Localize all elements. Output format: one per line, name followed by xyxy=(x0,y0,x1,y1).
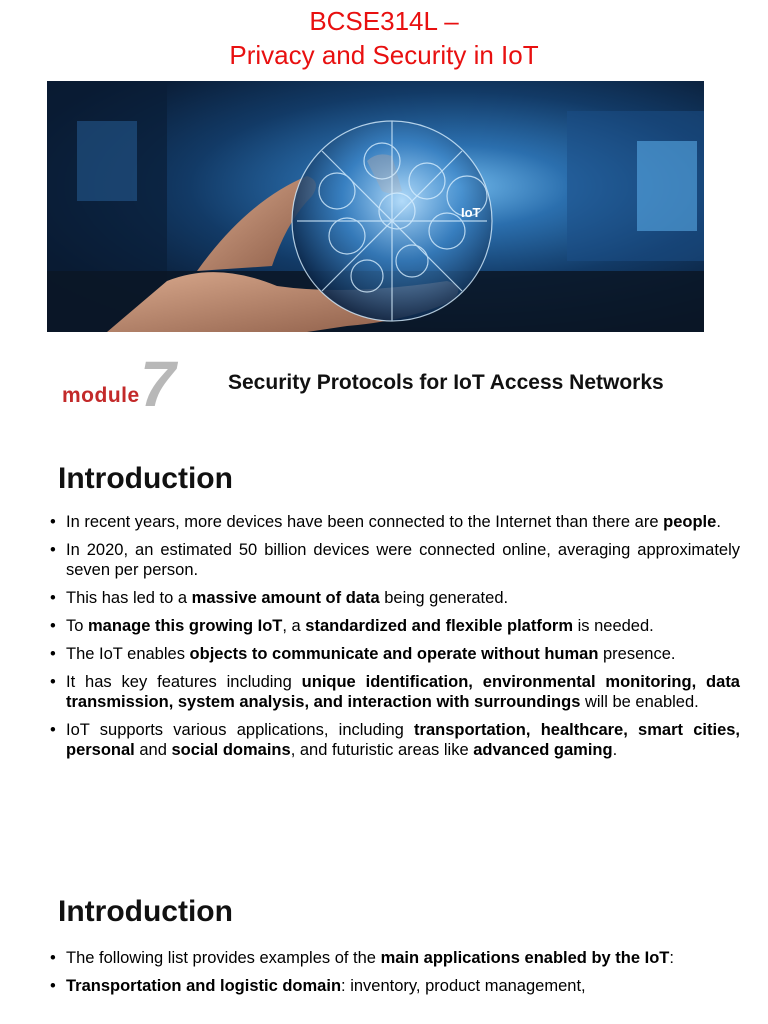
bullet-text: being generated. xyxy=(379,589,509,607)
bullet-text-bold: advanced gaming xyxy=(473,741,613,759)
iot-badge: IoT xyxy=(461,205,481,220)
bullet-item xyxy=(48,616,740,636)
bullet-text-bold: standardized and flexible platform xyxy=(305,617,574,635)
bullet-text: In recent years, more devices have been connected to the Internet than there are xyxy=(66,513,664,531)
bullet-item xyxy=(48,540,740,580)
bullet-text-bold: Transportation and logistic domain xyxy=(66,977,342,995)
hero-image xyxy=(47,81,704,332)
bullet-item xyxy=(48,720,740,760)
bullet-text: : xyxy=(669,949,674,967)
bullet-text-bold: main applications enabled by the IoT xyxy=(380,949,670,967)
bullet-text: . xyxy=(716,513,721,531)
bullet-text-bold: objects to communicate and operate without human xyxy=(189,645,599,663)
bullet-text-bold: unique identification, environmental monitoring, data transmission, system analysis, and interaction with surroundings xyxy=(66,673,740,711)
course-code: BCSE314L – xyxy=(309,6,459,36)
bullet-list-2 xyxy=(48,948,740,1004)
bullet-item xyxy=(48,512,740,532)
bullet-text-bold: people xyxy=(663,513,717,531)
bullet-text-bold: massive amount of data xyxy=(191,589,380,607)
bullet-item xyxy=(48,948,740,968)
bullet-text: , and futuristic areas like xyxy=(290,741,474,759)
bullet-text: is needed. xyxy=(573,617,654,635)
bullet-list-1 xyxy=(48,512,740,768)
bullet-text: presence. xyxy=(598,645,676,663)
bullet-text: , a xyxy=(282,617,306,635)
bullet-text-bold: manage this growing IoT xyxy=(88,617,283,635)
module-title: Security Protocols for IoT Access Networks xyxy=(228,371,664,394)
bullet-text: This has led to a xyxy=(66,589,192,607)
module-number: 7 xyxy=(140,348,176,420)
section-heading-1: Introduction xyxy=(58,462,233,495)
bullet-text: The following list provides examples of the xyxy=(66,949,381,967)
module-logo xyxy=(62,348,192,420)
bullet-item xyxy=(48,672,740,712)
bullet-text: and xyxy=(134,741,172,759)
bullet-text: It has key features including xyxy=(66,673,302,691)
module-word: module xyxy=(62,384,140,407)
bullet-text: In 2020, an estimated 50 billion devices were connected online, averaging approximately seven per person. xyxy=(66,541,740,579)
bullet-item xyxy=(48,644,740,664)
bullet-text: : inventory, product management, xyxy=(341,977,586,995)
bullet-text: . xyxy=(612,741,618,759)
bullet-item xyxy=(48,588,740,608)
bullet-text: will be enabled. xyxy=(580,693,699,711)
course-name: Privacy and Security in IoT xyxy=(229,40,539,70)
hero-illustration xyxy=(47,81,704,332)
bullet-text: The IoT enables xyxy=(66,645,190,663)
course-title-block xyxy=(0,4,768,72)
section-heading-2: Introduction xyxy=(58,895,233,928)
bullet-text-bold: social domains xyxy=(171,741,291,759)
bullet-text-bold: transportation, healthcare, smart cities, personal xyxy=(66,721,741,759)
bullet-item xyxy=(48,976,740,996)
bullet-text: To xyxy=(66,617,89,635)
bullet-text: IoT supports various applications, including xyxy=(66,721,415,739)
